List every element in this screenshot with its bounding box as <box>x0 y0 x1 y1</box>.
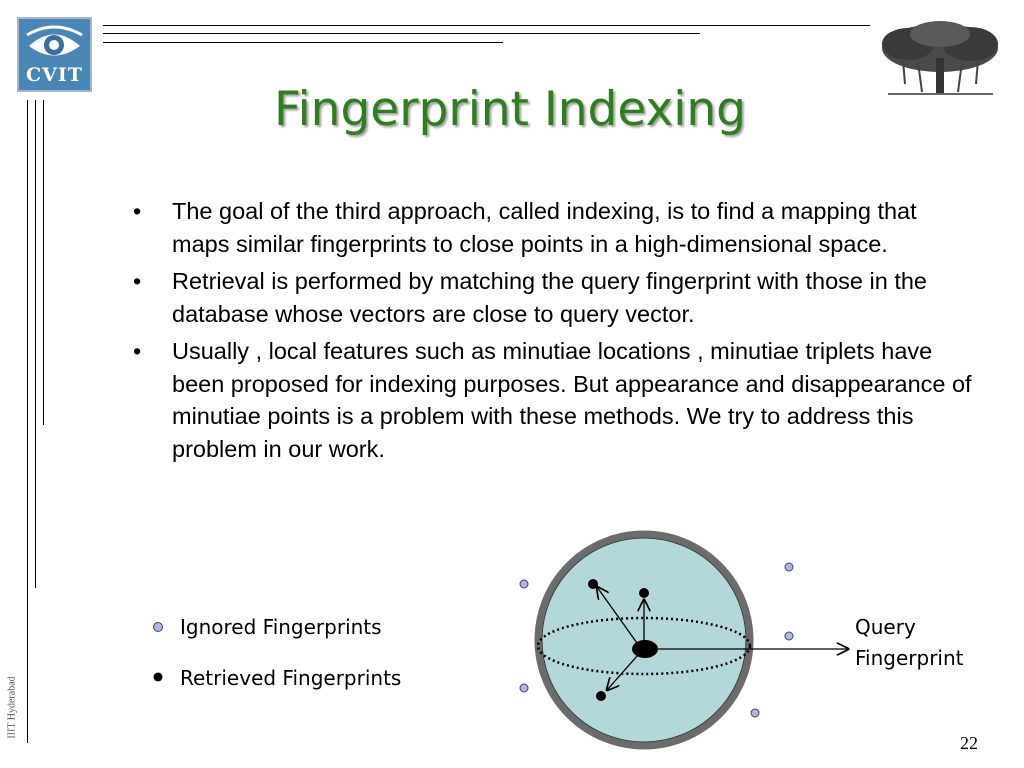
query-label-line1: Query <box>855 615 916 639</box>
side-rule-1 <box>27 100 28 743</box>
query-label-line2: Fingerprint <box>855 646 964 670</box>
header-rule-1 <box>103 25 870 26</box>
cvit-logo <box>17 17 92 92</box>
retrieved-dot-icon <box>151 670 165 684</box>
list-item <box>130 265 980 330</box>
tree-icon <box>878 18 1003 98</box>
legend-ignored: Ignored Fingerprints <box>180 615 382 639</box>
logo-text: CVIT <box>26 64 83 86</box>
ignored-point <box>785 632 793 640</box>
page-number: 22 <box>960 733 978 753</box>
ignored-point <box>785 563 793 571</box>
page-title: Fingerprint Indexing <box>274 82 746 137</box>
ignored-point <box>520 580 528 588</box>
side-rule-2 <box>35 100 36 588</box>
indexing-diagram <box>500 525 870 755</box>
bullet-dot: • <box>133 268 142 294</box>
eye-icon <box>19 21 90 69</box>
bullet-text: Retrieval is performed by matching the query fingerprint with those in the database whose vectors are close to query vector. <box>172 268 927 327</box>
retrieved-point <box>588 579 598 589</box>
bullet-dot: • <box>133 338 142 364</box>
bullet-list <box>130 195 980 470</box>
bullet-text: Usually , local features such as minutiae locations , minutiae triplets have been proposed for indexing purposes. But appearance and disappearance of minutiae points is a problem with these methods. We try to address this problem in our work. <box>172 338 972 462</box>
legend-retrieved: Retrieved Fingerprints <box>180 666 402 690</box>
bullet-text: The goal of the third approach, called indexing, is to find a mapping that maps similar fingerprints to close points in a high-dimensional space. <box>172 198 917 257</box>
header-rule-2 <box>103 33 700 34</box>
list-item <box>130 335 980 465</box>
institution-label: IIIT Hyderabad <box>6 676 18 739</box>
retrieved-point <box>639 588 649 598</box>
list-item <box>130 195 980 260</box>
ignored-point <box>751 709 759 717</box>
header-rule-3 <box>103 42 503 43</box>
side-rule-3 <box>43 100 44 425</box>
ignored-point <box>520 684 528 692</box>
ignored-dot-icon <box>151 620 165 634</box>
query-point <box>632 640 658 658</box>
bullet-dot: • <box>133 198 142 224</box>
retrieved-point <box>596 691 606 701</box>
